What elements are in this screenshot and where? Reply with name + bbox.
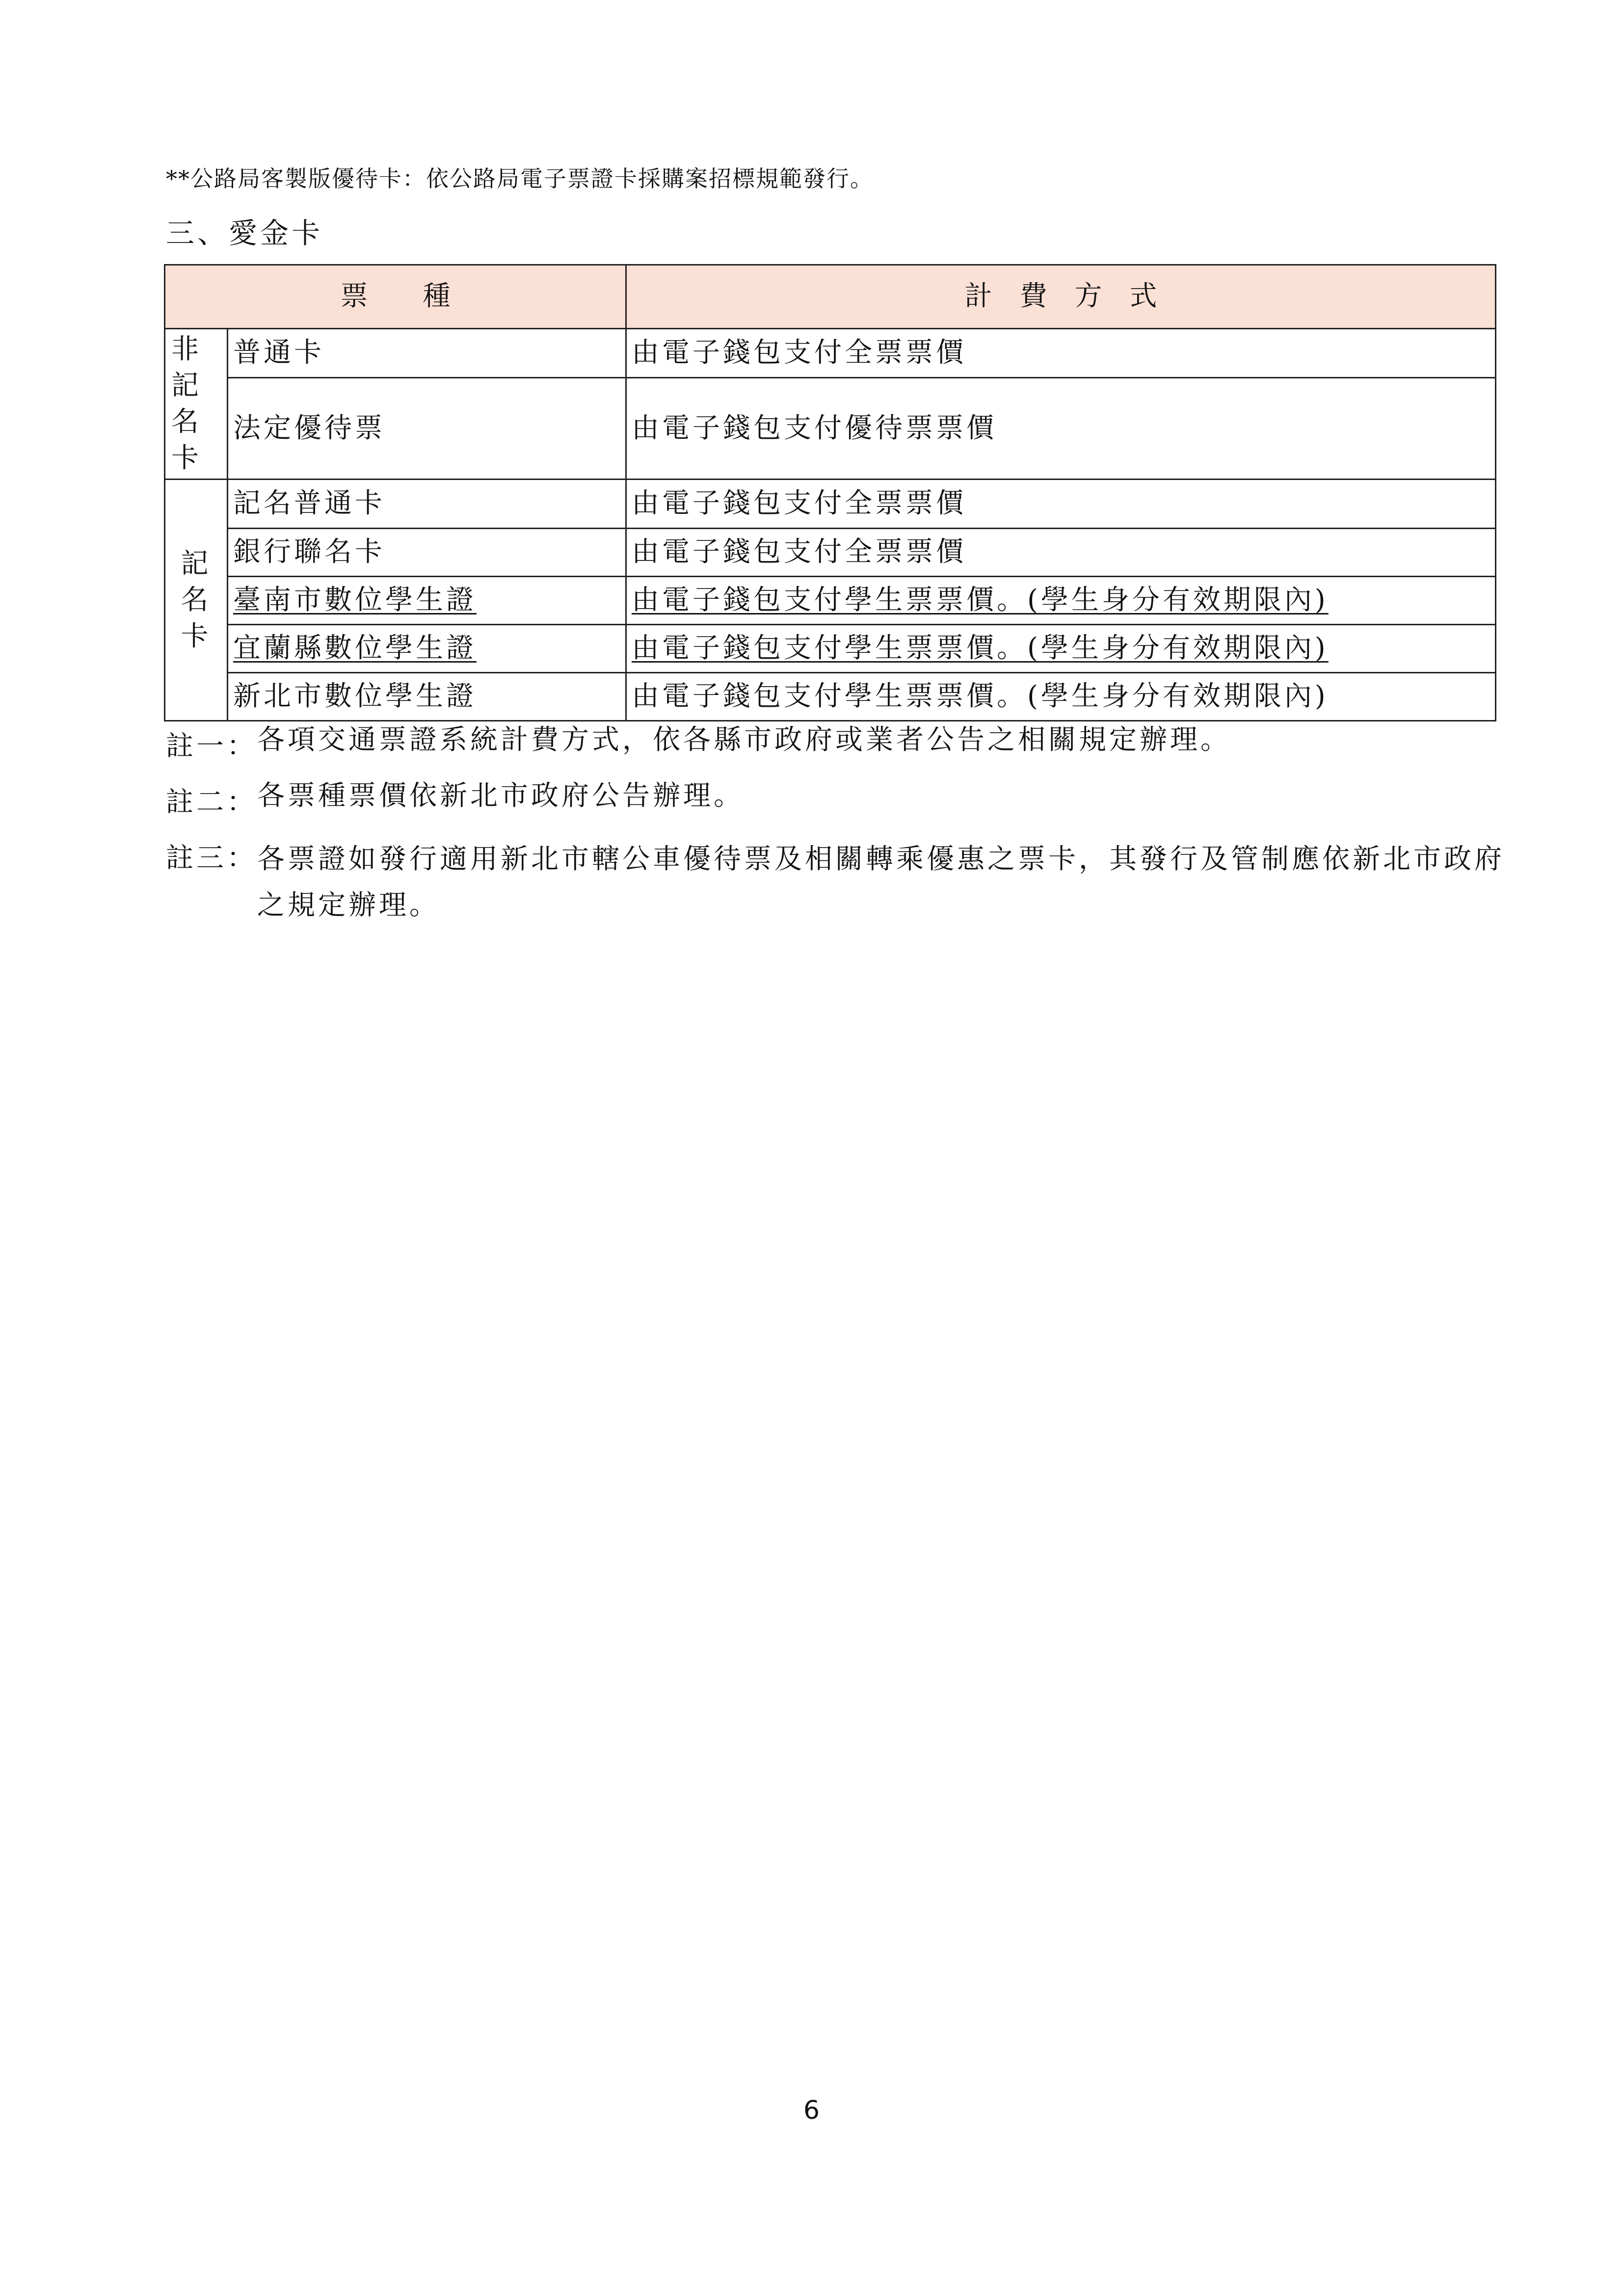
group-label-char: 名 — [171, 406, 202, 438]
header-ticket-type: 票 種 — [165, 265, 626, 329]
note-3 — [166, 836, 1506, 929]
table-row — [165, 329, 1496, 378]
notes-section — [166, 724, 1506, 945]
note-label: 註一： — [166, 730, 257, 762]
table-row — [165, 577, 1496, 625]
pre-note: **公路局客製版優待卡：依公路局電子票證卡採購案招標規範發行。 — [166, 165, 874, 192]
ticket-type-cell: 普通卡 — [228, 329, 626, 378]
group-label-char: 名 — [181, 584, 212, 616]
billing-cell: 由電子錢包支付全票票價 — [626, 529, 1496, 577]
fare-table — [164, 264, 1496, 721]
billing-cell — [626, 625, 1496, 673]
billing-cell: 由電子錢包支付全票票價 — [626, 329, 1496, 378]
billing-cell: 由電子錢包支付學生票票價。(學生身分有效期限內) — [626, 673, 1496, 721]
group-label-registered — [165, 480, 228, 721]
group-label-char: 卡 — [181, 620, 212, 652]
group-label-char: 記 — [181, 547, 212, 580]
billing-text: 由電子錢包支付學生票票價。(學生身分有效期限內) — [632, 632, 1329, 665]
ticket-type-cell: 銀行聯名卡 — [228, 529, 626, 577]
ticket-type-text: 臺南市數位學生證 — [233, 584, 477, 616]
note-1 — [166, 724, 1506, 764]
group-label-nonregistered — [165, 329, 228, 480]
ticket-type-cell: 法定優待票 — [228, 378, 626, 480]
group-label-char: 記 — [171, 370, 202, 401]
table-row — [165, 625, 1496, 673]
ticket-type-cell: 新北市數位學生證 — [228, 673, 626, 721]
ticket-type-cell: 記名普通卡 — [228, 480, 626, 529]
note-2 — [166, 780, 1506, 820]
ticket-type-text: 宜蘭縣數位學生證 — [233, 632, 477, 665]
table-row — [165, 673, 1496, 721]
group-label-char: 卡 — [171, 442, 202, 474]
billing-text: 由電子錢包支付學生票票價。(學生身分有效期限內) — [632, 584, 1329, 616]
note-label: 註三： — [166, 842, 257, 874]
group-label-char: 非 — [171, 333, 202, 365]
billing-cell: 由電子錢包支付全票票價 — [626, 480, 1496, 529]
header-billing-method: 計 費 方 式 — [626, 265, 1496, 329]
ticket-type-cell — [228, 577, 626, 625]
section-title: 三、愛金卡 — [166, 216, 323, 250]
table-row — [165, 378, 1496, 480]
table-header-row — [165, 265, 1496, 329]
table-row — [165, 529, 1496, 577]
note-text: 各票種票價依新北市政府公告辦理。 — [257, 780, 744, 812]
note-text: 各項交通票證系統計費方式，依各縣市政府或業者公告之相關規定辦理。 — [257, 724, 1231, 756]
table-row — [165, 480, 1496, 529]
page-number: 6 — [803, 2096, 820, 2125]
billing-cell — [626, 577, 1496, 625]
note-label: 註二： — [166, 786, 257, 818]
ticket-type-cell — [228, 625, 626, 673]
note-text: 各票證如發行適用新北市轄公車優待票及相關轉乘優惠之票卡，其發行及管制應依新北市政府之規定辦理。 — [257, 843, 1505, 921]
billing-cell: 由電子錢包支付優待票票價 — [626, 378, 1496, 480]
